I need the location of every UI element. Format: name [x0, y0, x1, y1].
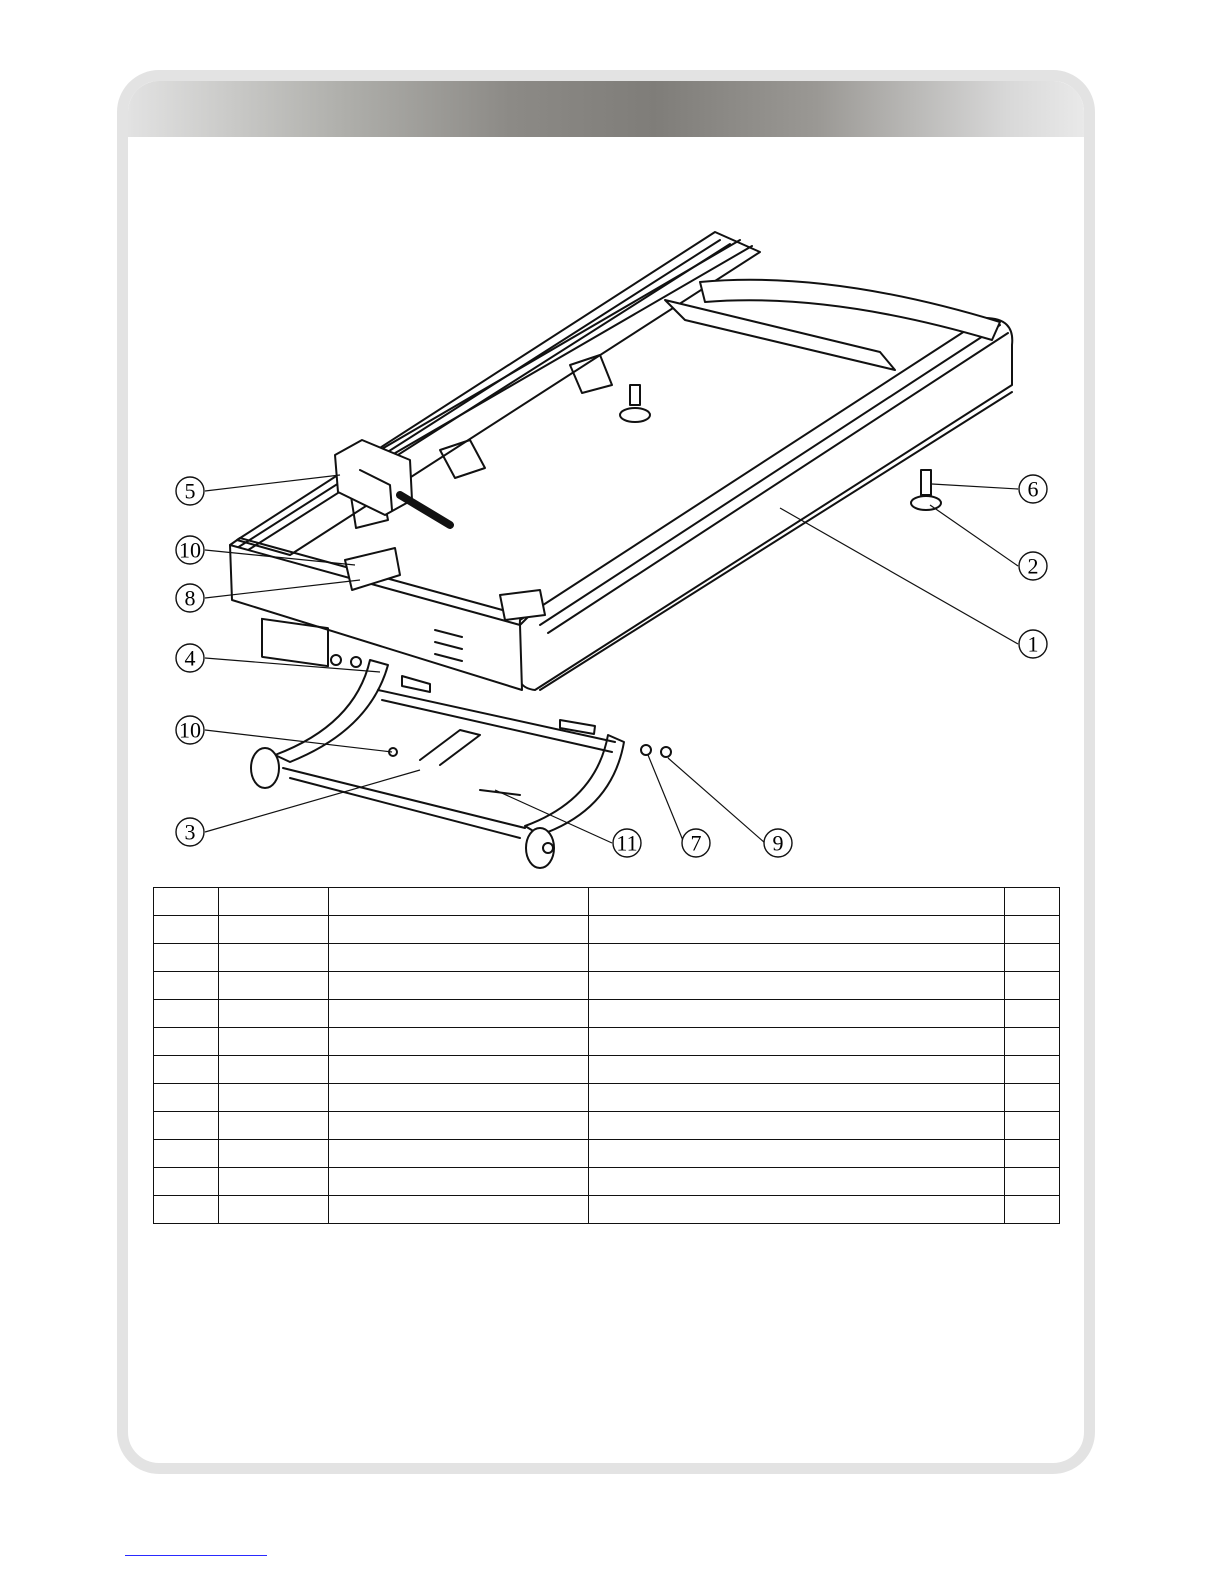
table-cell	[154, 1168, 219, 1196]
table-cell	[1005, 1112, 1060, 1140]
leveling-foot-upper	[620, 385, 650, 422]
table-cell	[219, 888, 329, 916]
table-cell	[1005, 1028, 1060, 1056]
table-cell	[1005, 1196, 1060, 1224]
table-cell	[1005, 916, 1060, 944]
table-row	[154, 1056, 1060, 1084]
table-cell	[154, 1056, 219, 1084]
table-cell	[219, 1168, 329, 1196]
table-cell	[219, 1196, 329, 1224]
table-cell	[589, 1056, 1005, 1084]
callout-7: 7	[690, 830, 702, 856]
table-cell	[219, 1112, 329, 1140]
table-cell	[1005, 1000, 1060, 1028]
table-row	[154, 916, 1060, 944]
table-cell	[329, 1056, 589, 1084]
callout-11: 11	[616, 830, 638, 856]
main-frame	[230, 232, 1012, 690]
parts-list-body	[154, 888, 1060, 1224]
table-cell	[154, 1196, 219, 1224]
table-row	[154, 1112, 1060, 1140]
table-row	[154, 1196, 1060, 1224]
table-cell	[154, 972, 219, 1000]
table-row	[154, 1084, 1060, 1112]
table-cell	[154, 944, 219, 972]
table-cell	[219, 916, 329, 944]
table-cell	[329, 972, 589, 1000]
callout-6: 6	[1027, 476, 1039, 502]
callout-8: 8	[184, 585, 196, 611]
table-row	[154, 972, 1060, 1000]
table-cell	[1005, 888, 1060, 916]
table-cell	[219, 1000, 329, 1028]
table-cell	[329, 944, 589, 972]
table-cell	[329, 1028, 589, 1056]
wheel-base	[251, 660, 671, 868]
table-cell	[329, 1140, 589, 1168]
table-cell	[589, 1168, 1005, 1196]
table-cell	[219, 1084, 329, 1112]
table-cell	[219, 944, 329, 972]
table-cell	[1005, 1056, 1060, 1084]
table-cell	[329, 1084, 589, 1112]
table-cell	[219, 972, 329, 1000]
table-row	[154, 1000, 1060, 1028]
callout-10-upper: 10	[179, 537, 201, 563]
footer-link-underline[interactable]	[125, 1555, 267, 1556]
table-cell	[589, 1112, 1005, 1140]
table-cell	[589, 972, 1005, 1000]
table-row	[154, 1168, 1060, 1196]
table-cell	[329, 1000, 589, 1028]
callout-9: 9	[772, 830, 784, 856]
table-cell	[219, 1056, 329, 1084]
table-cell	[1005, 972, 1060, 1000]
table-cell	[589, 944, 1005, 972]
table-cell	[154, 1084, 219, 1112]
table-cell	[154, 1000, 219, 1028]
table-cell	[329, 916, 589, 944]
leveling-foot-right	[911, 470, 941, 510]
table-cell	[154, 916, 219, 944]
table-row	[154, 888, 1060, 916]
table-cell	[154, 1112, 219, 1140]
callout-2: 2	[1027, 553, 1039, 579]
table-cell	[589, 1000, 1005, 1028]
table-cell	[1005, 1140, 1060, 1168]
table-cell	[154, 1028, 219, 1056]
table-cell	[1005, 1168, 1060, 1196]
table-cell	[329, 888, 589, 916]
table-cell	[589, 916, 1005, 944]
table-row	[154, 1028, 1060, 1056]
parts-list-table	[153, 887, 1060, 1224]
table-cell	[589, 1084, 1005, 1112]
table-row	[154, 944, 1060, 972]
table-cell	[1005, 1084, 1060, 1112]
table-cell	[219, 1028, 329, 1056]
table-cell	[1005, 944, 1060, 972]
table-cell	[219, 1140, 329, 1168]
table-cell	[589, 1140, 1005, 1168]
table-cell	[589, 888, 1005, 916]
callout-1: 1	[1027, 631, 1039, 657]
callout-3: 3	[184, 819, 196, 845]
callout-5: 5	[184, 478, 196, 504]
table-cell	[589, 1196, 1005, 1224]
callout-4: 4	[184, 645, 196, 671]
callout-10-lower: 10	[179, 717, 201, 743]
table-cell	[154, 888, 219, 916]
table-row	[154, 1140, 1060, 1168]
table-cell	[329, 1112, 589, 1140]
table-cell	[329, 1168, 589, 1196]
table-cell	[329, 1196, 589, 1224]
table-cell	[589, 1028, 1005, 1056]
table-cell	[154, 1140, 219, 1168]
